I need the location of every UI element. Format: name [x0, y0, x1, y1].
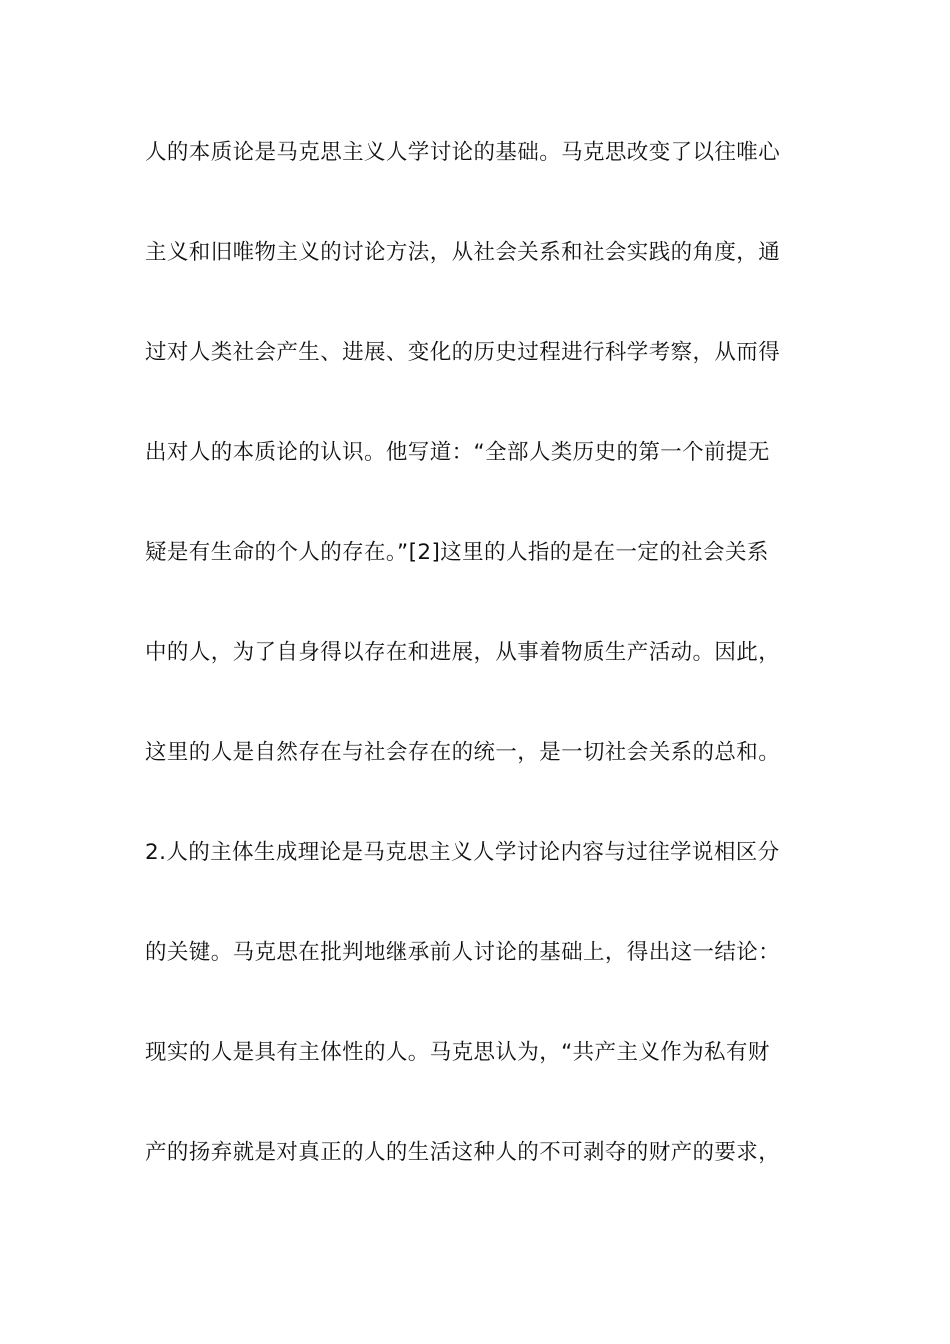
text-line: 主义和旧唯物主义的讨论方法，从社会关系和社会实践的角度，通 — [145, 240, 781, 265]
body-text — [145, 130, 825, 1230]
text-line: 疑是有生命的个人的存在。”[2]这里的人指的是在一定的社会关系 — [145, 540, 769, 565]
text-line: 这里的人是自然存在与社会存在的统一，是一切社会关系的总和。 — [145, 740, 781, 765]
text-line: 2.人的主体生成理论是马克思主义人学讨论内容与过往学说相区分 — [145, 840, 780, 865]
text-line: 过对人类社会产生、进展、变化的历史过程进行科学考察，从而得 — [145, 340, 781, 365]
text-line: 现实的人是具有主体性的人。马克思认为，“共产主义作为私有财 — [145, 1040, 770, 1065]
text-line: 中的人，为了自身得以存在和进展，从事着物质生产活动。因此， — [145, 640, 781, 665]
text-line: 人的本质论是马克思主义人学讨论的基础。马克思改变了以往唯心 — [145, 140, 781, 165]
text-line: 产的扬弃就是对真正的人的生活这种人的不可剥夺的财产的要求， — [145, 1140, 781, 1165]
text-line: 的关键。马克思在批判地继承前人讨论的基础上，得出这一结论： — [145, 940, 781, 965]
text-line: 出对人的本质论的认识。他写道：“全部人类历史的第一个前提无 — [145, 440, 770, 465]
